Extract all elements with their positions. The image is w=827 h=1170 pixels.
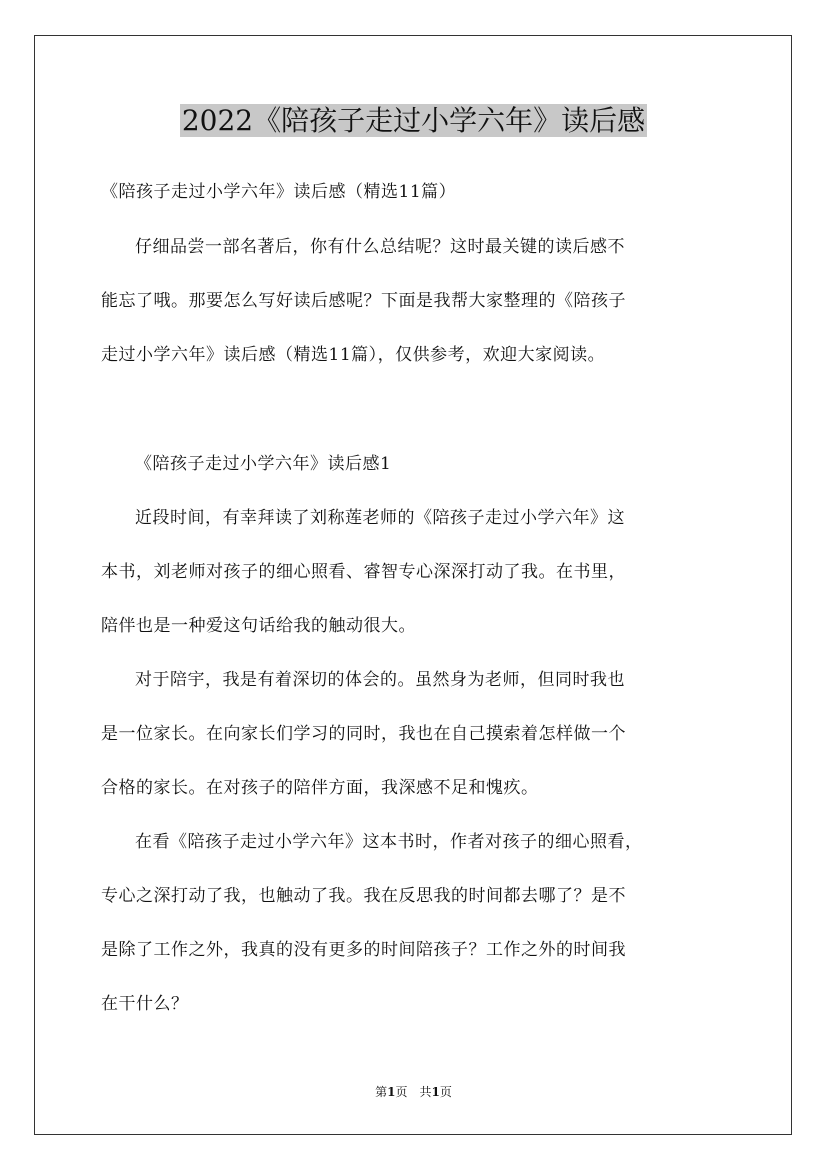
para3-line-1: 在看《陪孩子走过小学六年》这本书时，作者对孩子的细心照看， [135,832,643,852]
para3-line-3: 是除了工作之外，我真的没有更多的时间陪孩子？工作之外的时间我 [101,940,626,960]
section-heading: 《陪孩子走过小学六年》读后感1 [135,454,392,474]
intro-line-3: 走过小学六年》读后感（精选11篇），仅供参考，欢迎大家阅读。 [101,345,606,365]
footer-suffix: 页 [439,1085,452,1099]
para2-line-3: 合格的家长。在对孩子的陪伴方面，我深感不足和愧疚。 [101,778,539,798]
page-footer [0,1084,827,1100]
subtitle: 《陪孩子走过小学六年》读后感（精选11篇） [101,182,457,202]
document-title [0,100,827,142]
title-highlight: 2022《陪孩子走过小学六年》读后感 [181,104,646,137]
para1-line-1: 近段时间，有幸拜读了刘称莲老师的《陪孩子走过小学六年》这 [135,508,625,528]
footer-mid: 页 共 [395,1085,432,1099]
intro-line-2: 能忘了哦。那要怎么写好读后感呢？下面是我帮大家整理的《陪孩子 [101,291,626,311]
para2-line-2: 是一位家长。在向家长们学习的同时，我也在自己摸索着怎样做一个 [101,724,626,744]
para3-line-2: 专心之深打动了我，也触动了我。我在反思我的时间都去哪了？是不 [101,886,626,906]
para1-line-2: 本书，刘老师对孩子的细心照看、睿智专心深深打动了我。在书里， [101,562,626,582]
intro-line-1: 仔细品尝一部名著后，你有什么总结呢？这时最关键的读后感不 [135,237,625,257]
footer-prefix: 第 [375,1085,388,1099]
para2-line-1: 对于陪宇，我是有着深切的体会的。虽然身为老师，但同时我也 [135,670,625,690]
footer-page-total: 1 [431,1085,440,1099]
footer-page-current: 1 [387,1085,396,1099]
para3-line-4: 在干什么？ [101,994,189,1014]
para1-line-3: 陪伴也是一种爱这句话给我的触动很大。 [101,616,416,636]
